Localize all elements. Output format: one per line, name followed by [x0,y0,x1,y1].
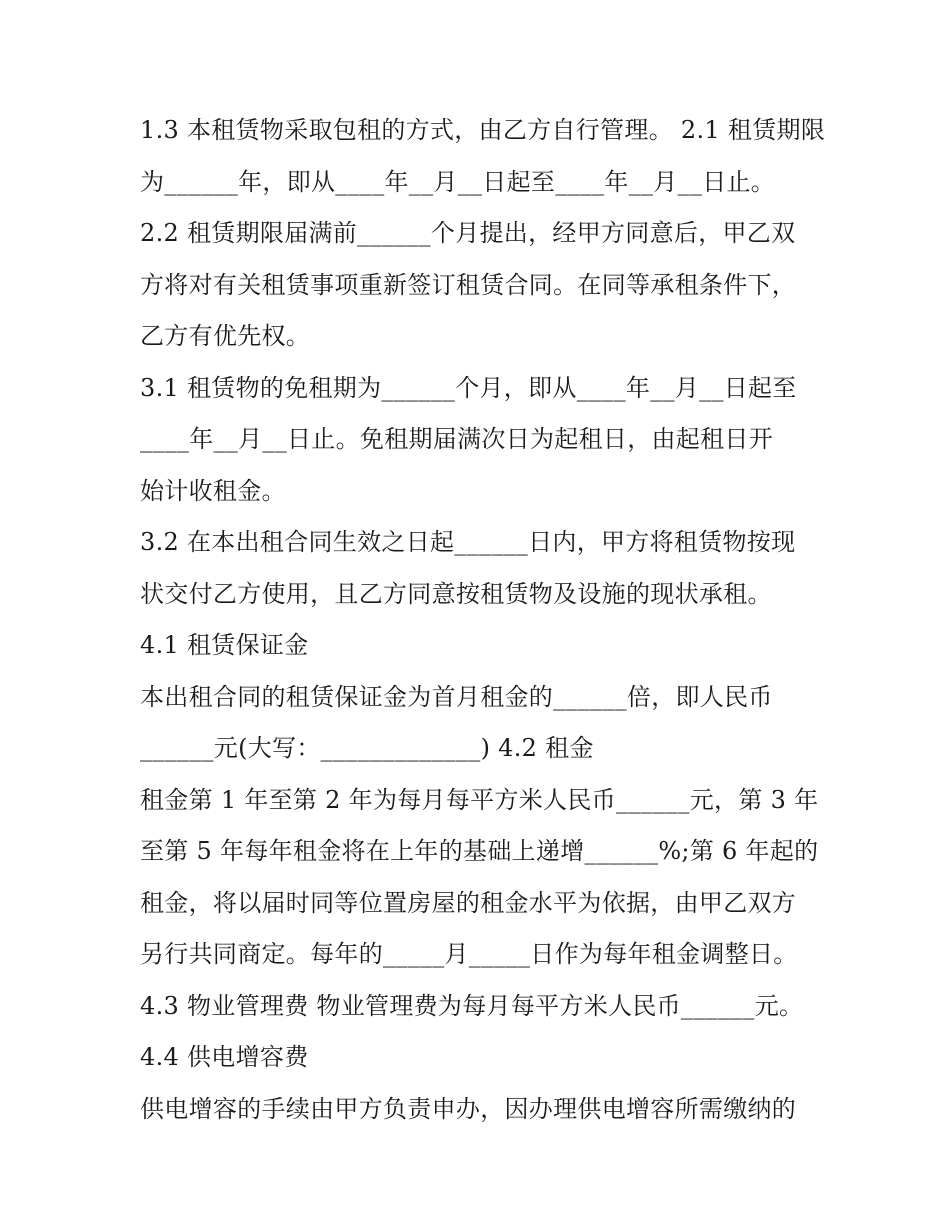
text-line: 4.3 物业管理费 物业管理费为每月每平方米人民币______元。 [140,991,804,1020]
section-heading: 4.4 供电增容费 [140,1043,309,1071]
text-line: 租金第 1 年至第 2 年为每月每平方米人民币______元，第 3 年 [140,785,819,814]
text-line: 3.2 在本出租合同生效之日起______日内，甲方将租赁物按现 [140,528,796,556]
text-line: 状交付乙方使用，且乙方同意按租赁物及设施的现状承租。 [140,579,772,608]
text-line: 2.2 租赁期限届满前______个月提出，经甲方同意后，甲乙双 [140,219,796,247]
text-line: 乙方有优先权。 [140,322,311,350]
text-line: 3.1 租赁物的免租期为______个月，即从____年__月__日起至 [140,373,797,402]
text-line: 始计收租金。 [140,476,286,505]
text-line: 本出租合同的租赁保证金为首月租金的______倍，即人民币 [140,682,773,711]
text-line: 另行共同商定。每年的_____月_____日作为每年租金调整日。 [140,940,798,968]
text-line: 1.3 本租赁物采取包租的方式，由乙方自行管理。 2.1 租赁期限 [140,116,826,144]
text-line: 为______年，即从____年__月__日起至____年__月__日止。 [140,167,776,196]
text-line: ____年__月__日止。免租期届满次日为起租日，由起租日开 [140,425,773,453]
section-heading: 4.1 租赁保证金 [140,631,309,659]
text-line: 供电增容的手续由甲方负责申办，因办理供电增容所需缴纳的 [140,1094,797,1123]
text-line: 租金，将以届时同等位置房屋的租金水平为依据，由甲乙双方 [140,888,797,917]
text-line: 方将对有关租赁事项重新签订租赁合同。在同等承租条件下， [140,270,797,299]
document-body [140,105,826,1135]
text-line: 至第 5 年每年租金将在上年的基础上递增______%;第 6 年起的 [140,837,819,865]
text-line: ______元(大写：_____________) 4.2 租金 [140,734,594,762]
